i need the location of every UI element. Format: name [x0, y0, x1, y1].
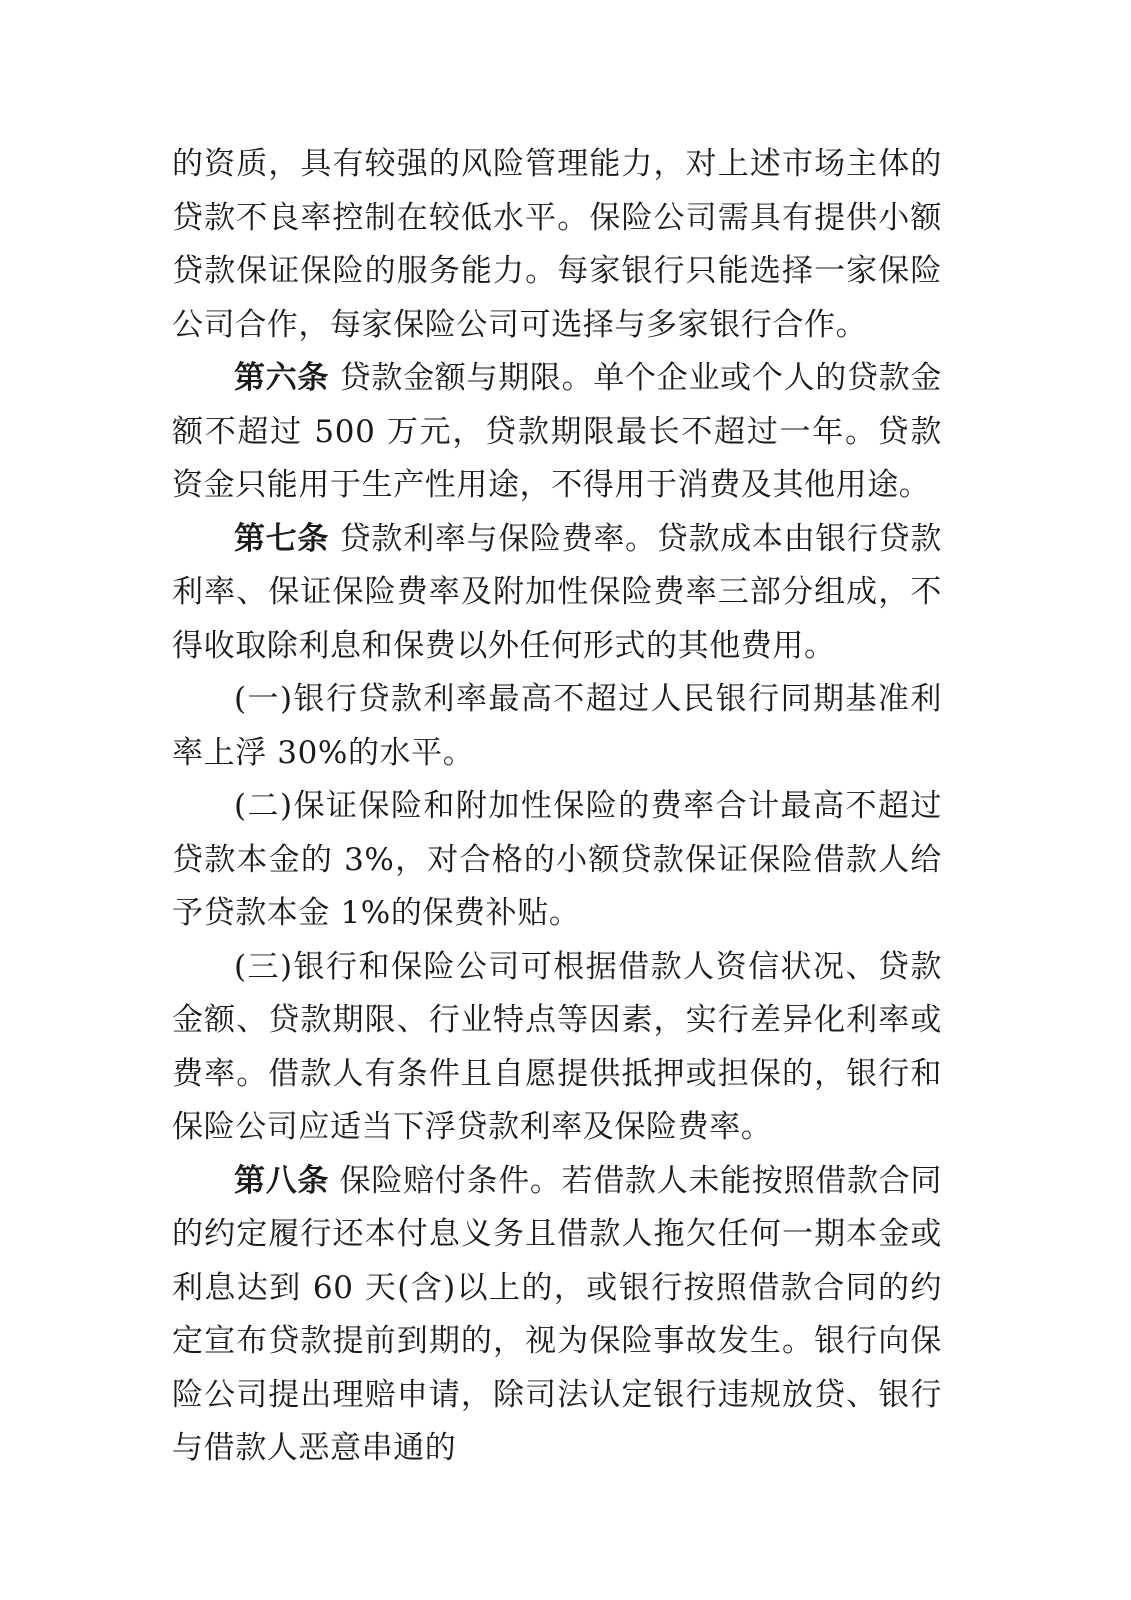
paragraph-text: (一)银行贷款利率最高不超过人民银行同期基准利率上浮 30%的水平。: [172, 681, 942, 771]
paragraph-item-2: [172, 780, 942, 941]
paragraph-text: 贷款利率与保险费率。贷款成本由银行贷款利率、保证保险费率及附加性保险费率三部分组成，不得收取除利息和保费以外任何形式的其他费用。: [172, 520, 942, 664]
paragraph-article-7: [172, 513, 942, 674]
paragraph-text: 贷款金额与期限。单个企业或个人的贷款金额不超过 500 万元，贷款期限最长不超过一年。贷款资金只能用于生产性用途，不得用于消费及其他用途。: [172, 360, 942, 503]
paragraph-article-8: [172, 1155, 942, 1476]
paragraph-text: (二)保证保险和附加性保险的费率合计最高不超过贷款本金的 3%，对合格的小额贷款保证保险借款人给予贷款本金 1%的保费补贴。: [172, 788, 942, 931]
paragraph-text: 保险赔付条件。若借款人未能按照借款合同的约定履行还本付息义务且借款人拖欠任何一期本金或利息达到 60 天(含)以上的，或银行按照借款合同的约定宣布贷款提前到期的，视为保险事故发生。银行向保险公司提出理赔申请，除司法认定银行违规放贷、银行与借款人恶意串通的: [172, 1162, 942, 1466]
paragraph-qualification-continued: [172, 138, 942, 352]
paragraph-article-6: [172, 352, 942, 513]
article-7-heading: 第七条: [234, 520, 330, 557]
article-6-heading: 第六条: [234, 360, 330, 396]
article-8-heading: 第八条: [234, 1162, 330, 1199]
paragraph-item-1: [172, 673, 942, 780]
paragraph-text: (三)银行和保险公司可根据借款人资信状况、贷款金额、贷款期限、行业特点等因素，实行差异化利率或费率。借款人有条件且自愿提供抵押或担保的，银行和保险公司应适当下浮贷款利率及保险费率。: [172, 948, 942, 1145]
document-body: [172, 138, 942, 1476]
paragraph-item-3: [172, 941, 942, 1155]
paragraph-text: 的资质，具有较强的风险管理能力，对上述市场主体的贷款不良率控制在较低水平。保险公司需具有提供小额贷款保证保险的服务能力。每家银行只能选择一家保险公司合作，每家保险公司可选择与多家银行合作。: [172, 146, 942, 343]
